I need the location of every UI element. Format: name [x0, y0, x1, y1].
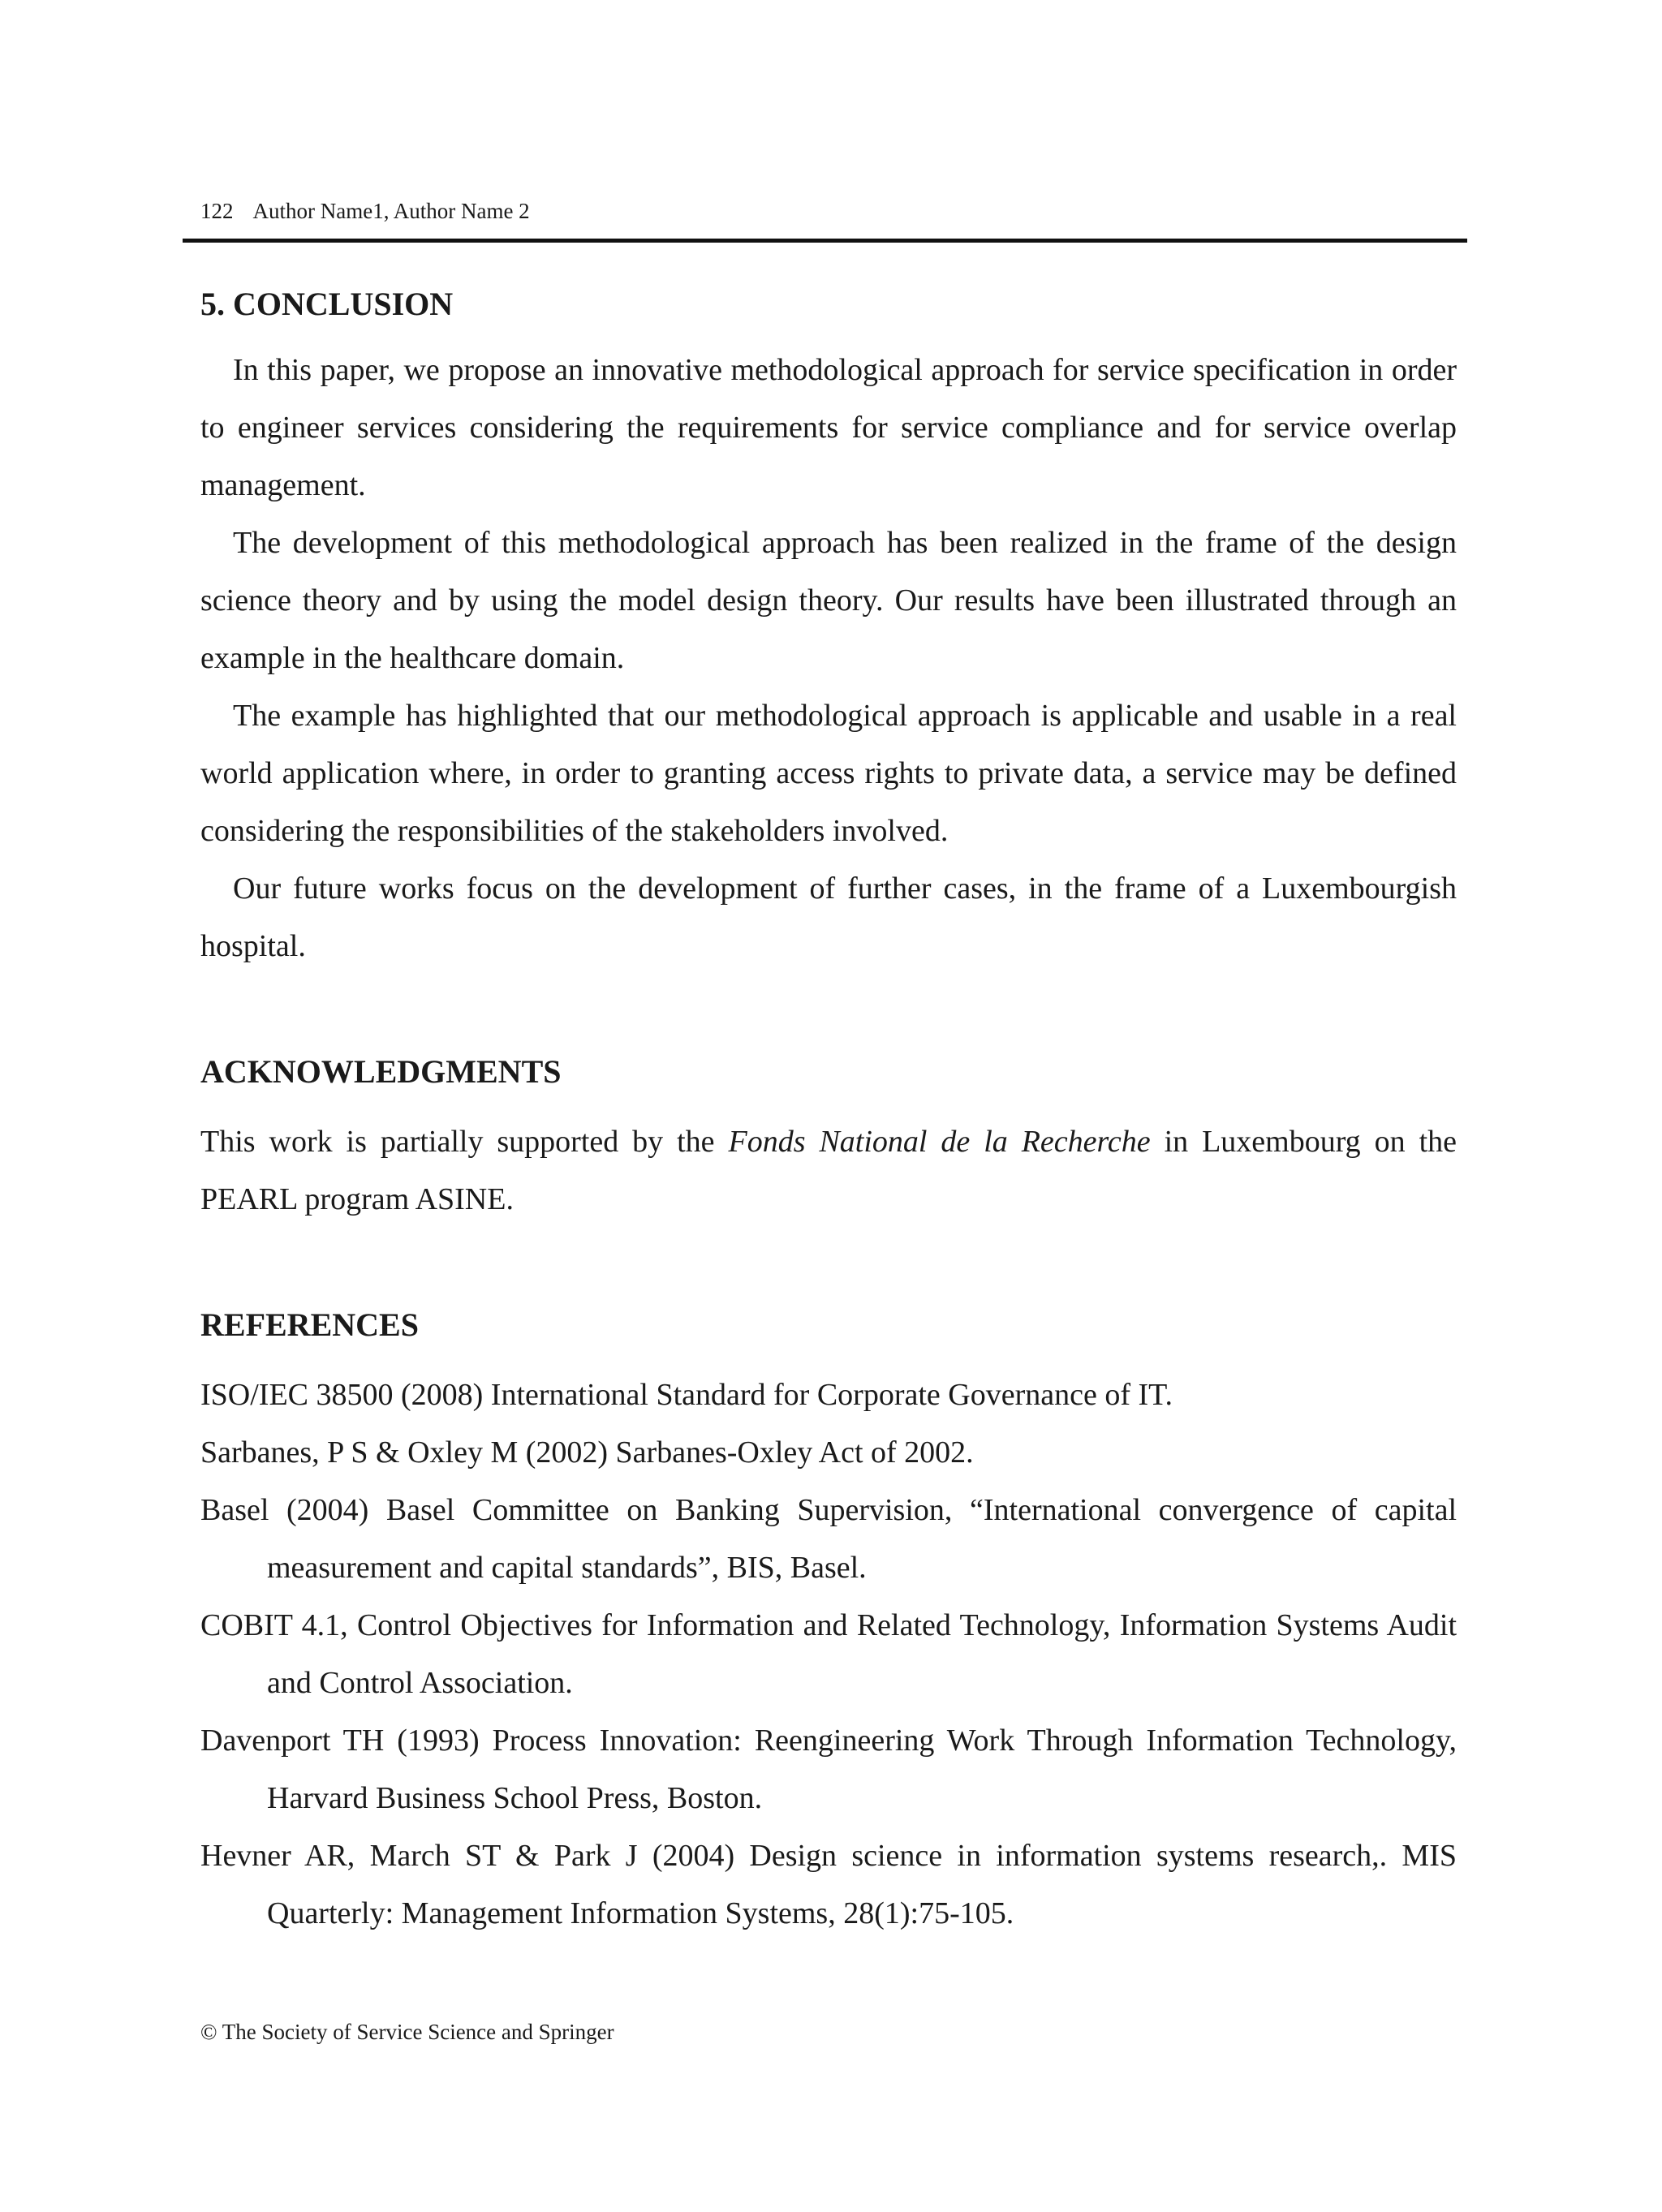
conclusion-paragraph: Our future works focus on the development of further cases, in the frame of a Luxembourgish hospital.: [200, 871, 1457, 963]
acknowledgments-heading: ACKNOWLEDGMENTS: [200, 1053, 562, 1090]
section-spacer: [200, 1229, 1457, 1297]
ack-text-after: in Luxembourg on the PEARL program ASINE.: [200, 1125, 1457, 1216]
ack-funder-name: Fonds National de la Recherche: [728, 1125, 1151, 1159]
header-rule: [183, 239, 1467, 243]
references-heading: REFERENCES: [200, 1306, 419, 1343]
reference-item: Davenport TH (1993) Process Innovation: Reengineering Work Through Information Technology, Harvard Business School Press, Boston.: [200, 1724, 1457, 1815]
reference-item: ISO/IEC 38500 (2008) International Standard for Corporate Governance of IT.: [200, 1378, 1173, 1412]
section-spacer: [200, 975, 1457, 1044]
page-content: [200, 276, 1457, 1943]
conclusion-paragraph: In this paper, we propose an innovative methodological approach for service specification in order to engineer services considering the requirements for service compliance and for service overlap management.: [200, 353, 1457, 502]
page-number: 122: [200, 199, 234, 223]
copyright-footer: © The Society of Service Science and Springer: [200, 2020, 614, 2044]
reference-item: Hevner AR, March ST & Park J (2004) Design science in information systems research,. MIS Quarterly: Management Information Systems, 28(1):75-105.: [200, 1839, 1457, 1930]
conclusion-paragraph: The example has highlighted that our methodological approach is applicable and usable in a real world application where, in order to granting access rights to private data, a service may be defined considering the responsibilities of the stakeholders involved.: [200, 699, 1457, 848]
reference-item: Basel (2004) Basel Committee on Banking Supervision, “International convergence of capital measurement and capital standards”, BIS, Basel.: [200, 1493, 1457, 1585]
reference-list: [200, 1366, 1457, 1943]
reference-item: COBIT 4.1, Control Objectives for Information and Related Technology, Information Systems Audit and Control Association.: [200, 1608, 1457, 1700]
acknowledgments-text: [200, 1113, 1457, 1229]
running-header: [200, 198, 530, 224]
ack-text-before: This work is partially supported by the: [200, 1125, 729, 1159]
conclusion-heading: 5. CONCLUSION: [200, 286, 454, 322]
reference-item: Sarbanes, P S & Oxley M (2002) Sarbanes-Oxley Act of 2002.: [200, 1435, 974, 1470]
conclusion-paragraph: The development of this methodological approach has been realized in the frame of the design science theory and by using the model design theory. Our results have been illustrated through an example in the healthcare domain.: [200, 526, 1457, 675]
header-authors: Author Name1, Author Name 2: [252, 199, 530, 223]
